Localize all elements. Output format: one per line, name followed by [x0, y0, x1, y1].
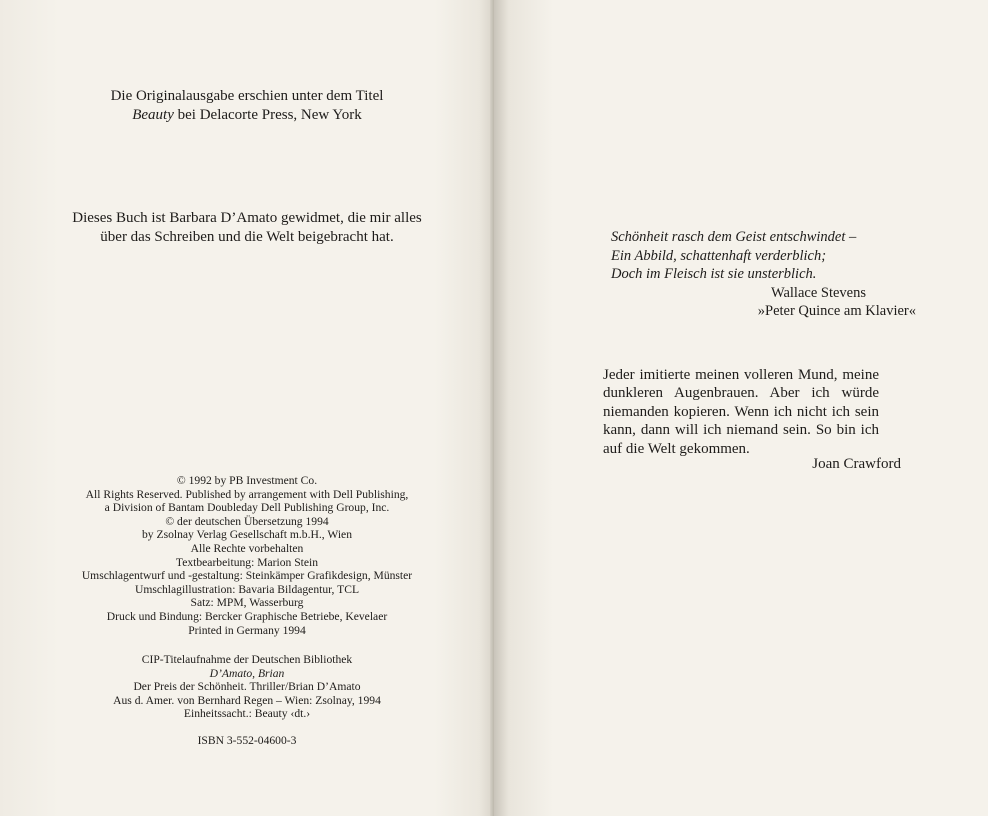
quote-text: Jeder imitierte meinen volleren Mund, meine dunkleren Augenbrauen. Aber ich würde niemanden kopieren. Wenn ich nicht ich sein kann, dann will ich niemand sein. So bin ich auf die Welt gekommen.	[603, 367, 879, 457]
epigraph-source: »Peter Quince am Klavier«	[757, 303, 916, 320]
isbn: ISBN 3-552-04600-3	[197, 734, 297, 747]
quote-author: Joan Crawford	[812, 456, 901, 472]
copyright-line: Satz: MPM, Wasserburg	[190, 596, 304, 610]
cip-author-name: D’Amato, Brian	[209, 666, 285, 680]
epigraph-author: Wallace Stevens	[770, 284, 866, 301]
copyright-line: © 1992 by PB Investment Co.	[176, 474, 318, 487]
copyright-line: a Division of Bantam Doubleday Dell Publishing Group, Inc.	[104, 501, 390, 515]
copyright-line: Umschlagillustration: Bavaria Bildagentur, TCL	[134, 582, 360, 596]
epigraph-line: Schönheit rasch dem Geist entschwindet –	[611, 229, 857, 245]
crawford-quote	[603, 366, 879, 458]
cip-author	[0, 667, 494, 681]
dedication-line: Dieses Buch ist Barbara D’Amato gewidmet, die mir alles	[72, 210, 422, 226]
cip-line: Einheitssacht.: Beauty ‹dt.›	[183, 707, 311, 721]
copyright-line: All Rights Reserved. Published by arrangement with Dell Publishing,	[85, 487, 409, 501]
original-title: Beauty	[132, 106, 174, 123]
dedication	[0, 209, 494, 247]
copyright-line: Textbearbeitung: Marion Stein	[175, 555, 319, 569]
cip-heading: CIP-Titelaufnahme der Deutschen Bibliothek	[141, 653, 353, 666]
copyright-line: Printed in Germany 1994	[188, 623, 306, 637]
original-edition-note	[0, 87, 494, 124]
copyright-line: Druck und Bindung: Bercker Graphische Betriebe, Kevelaer	[106, 609, 388, 623]
cip-record	[0, 653, 494, 721]
original-edition-line-1: Die Originalausgabe erschien unter dem Titel	[110, 88, 384, 104]
original-publisher: bei Delacorte Press, New York	[173, 106, 362, 123]
original-edition-line-2	[0, 106, 494, 125]
epigraph-line: Doch im Fleisch ist sie unsterblich.	[611, 266, 817, 283]
cip-line: Der Preis der Schönheit. Thriller/Brian D’Amato	[133, 680, 361, 694]
copyright-line: Alle Rechte vorbehalten	[190, 541, 304, 555]
copyright-line: Umschlagentwurf und -gestaltung: Steinkämper Grafikdesign, Münster	[81, 569, 413, 583]
epigraph-line: Ein Abbild, schattenhaft verderblich;	[611, 247, 827, 264]
copyright-block	[0, 474, 494, 637]
copyright-line: by Zsolnay Verlag Gesellschaft m.b.H., Wien	[142, 528, 352, 542]
copyright-line: © der deutschen Übersetzung 1994	[165, 514, 329, 528]
epigraph	[611, 228, 916, 321]
cip-line: Aus d. Amer. von Bernhard Regen – Wien: Zsolnay, 1994	[113, 693, 381, 707]
dedication-line: über das Schreiben und die Welt beigebracht hat.	[100, 229, 394, 245]
